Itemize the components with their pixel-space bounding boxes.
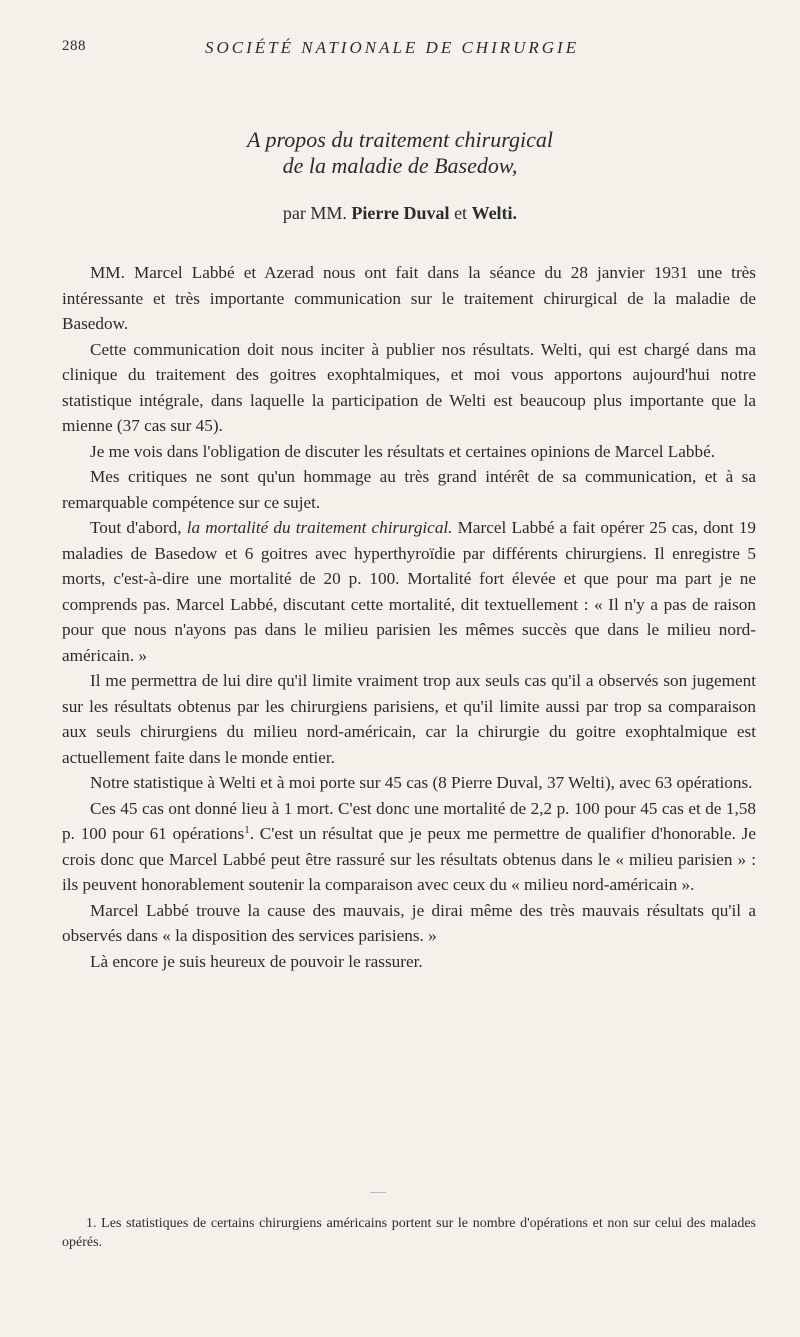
paragraph-9: Marcel Labbé trouve la cause des mauvais, je dirai même des très mauvais résultats qu'il a observés dans « la disposition des services parisiens. » bbox=[62, 900, 756, 945]
paragraph-5 bbox=[62, 515, 756, 668]
footnote-text: 1. Les statistiques de certains chirurgiens américains portent sur le nombre d'opérations et non sur celui des malades opérés. bbox=[62, 1216, 756, 1250]
article-title bbox=[0, 127, 800, 179]
paragraph-10: Là encore je suis heureux de pouvoir le rassurer. bbox=[90, 951, 423, 971]
paragraph-3: Je me vois dans l'obligation de discuter les résultats et certaines opinions de Marcel Labbé. bbox=[90, 441, 716, 461]
paragraph-7: Notre statistique à Welti et à moi porte sur 45 cas (8 Pierre Duval, 37 Welti), avec 63 opérations. bbox=[90, 773, 753, 792]
paragraph-4: Mes critiques ne sont qu'un hommage au très grand intérêt de sa communication, et à sa remarquable compétence sur ce sujet. bbox=[62, 467, 756, 512]
running-head: SOCIÉTÉ NATIONALE DE CHIRURGIE bbox=[205, 38, 580, 57]
footnote-rule bbox=[370, 1192, 386, 1193]
byline bbox=[0, 201, 800, 225]
page-number: 288 bbox=[62, 38, 86, 54]
article-body bbox=[62, 260, 756, 974]
paragraph-5-rest: Marcel Labbé a fait opérer 25 cas, dont 19 maladies de Basedow et 6 goitres avec hyperthyroïdie par différents chirurgiens. Il enregistre 5 morts, c'est-à-dire une mortalité de 20 p. 100. Mortalité fort élevée et que pour ma part je ne comprends pas. Marcel Labbé, discutant cette mortalité, dit textuellement : « Il n'y a pas de raison pour que nous n'ayons pas dans le milieu parisien les mêmes succès que dans le milieu nord-américain. » bbox=[62, 518, 757, 665]
author-welti: Welti. bbox=[471, 203, 518, 223]
paragraph-6: Il me permettra de lui dire qu'il limite vraiment trop aux seuls cas qu'il a observés son jugement sur les résultats obtenus par les chirurgiens parisiens, et qu'il limite aussi par trop sa comparaison aux seuls chirurgiens du milieu nord-américain, car la chirurgie du goitre exophtalmique est actuellement faite dans le monde entier. bbox=[62, 671, 756, 767]
byline-connector: et bbox=[454, 203, 468, 223]
title-line-1: A propos du traitement chirurgical bbox=[247, 127, 553, 152]
paragraph-1: MM. Marcel Labbé et Azerad nous ont fait dans la séance du 28 janvier 1931 une très intéressante et très importante communication sur le traitement chirurgical de la maladie de Basedow. bbox=[62, 263, 756, 333]
paragraph-2: Cette communication doit nous inciter à publier nos résultats. Welti, qui est chargé dans ma clinique du traitement des goitres exophtalmiques, et moi vous apportons aujourd'hui notre statistique intégrale, dans laquelle la participation de Welti est beaucoup plus importante que la mienne (37 cas sur 45). bbox=[62, 339, 756, 435]
paragraph-8-before: Ces 45 cas ont donné lieu à 1 mort. C'est donc une mortalité de 2,2 p. 100 pour 45 cas et de 1,58 p. 100 pour 61 opérations bbox=[62, 798, 756, 843]
footnote bbox=[62, 1214, 756, 1252]
title-line-2: de la maladie de Basedow, bbox=[282, 153, 518, 178]
footnote-marker: 1 bbox=[244, 824, 250, 836]
paragraph-8-after: . C'est un résultat que je peux me permettre de qualifier d'honorable. Je crois donc que Marcel Labbé peut être rassuré sur les résultats obtenus dans le « milieu parisien » : ils peuvent honorablement soutenir la comparaison avec ceux du « milieu nord-américain ». bbox=[62, 824, 757, 894]
page-header bbox=[62, 38, 752, 62]
paragraph-8 bbox=[62, 796, 756, 898]
paragraph-5-lead: Tout d'abord, bbox=[90, 518, 182, 537]
section-emphasis: la mortalité du traitement chirurgical. bbox=[186, 518, 453, 537]
author-duval: Pierre Duval bbox=[351, 203, 450, 223]
byline-prefix: par MM. bbox=[282, 203, 347, 223]
